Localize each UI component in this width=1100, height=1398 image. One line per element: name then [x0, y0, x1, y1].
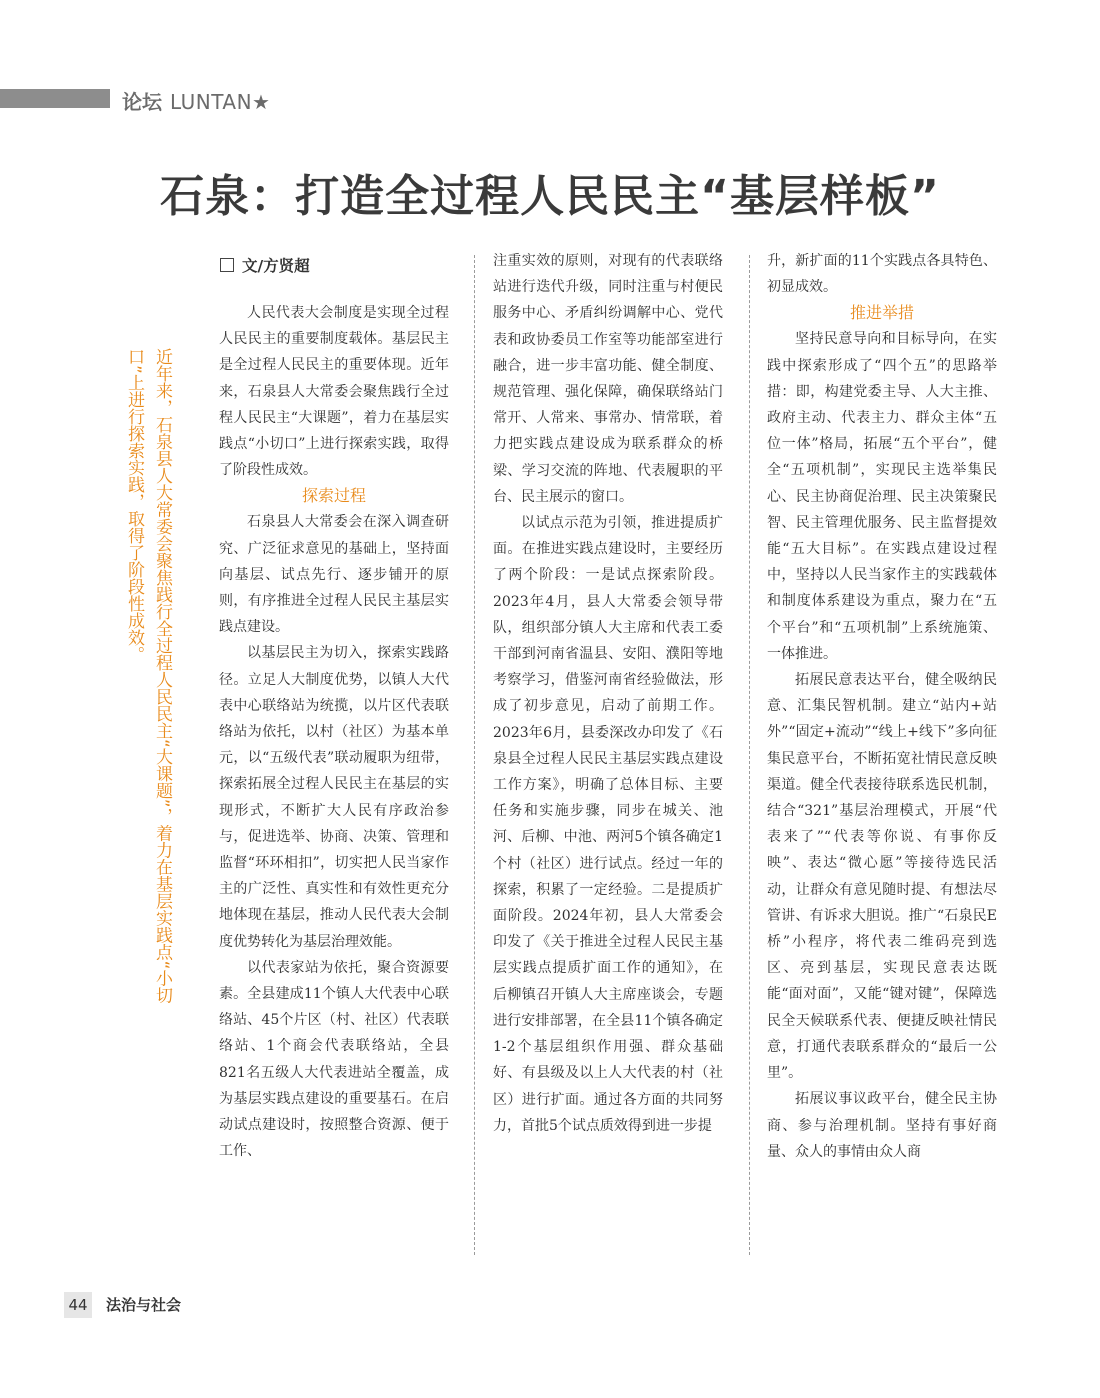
section-label-en: LUNTAN★	[170, 90, 271, 114]
article-column-3	[767, 248, 997, 1165]
section-label	[122, 86, 270, 115]
article-column-1	[219, 300, 449, 1165]
paragraph: 升，新扩面的11个实践点各具特色、初显成效。	[767, 253, 997, 296]
paragraph: 坚持民意导向和目标导向，在实践中探索形成了“四个五”的思路举措：即，构建党委主导、人大主推、政府主动、代表主力、群众主体“五位一体”格局，拓展“五个平台”，健全“五项机制”，实现民主选举集民心、民主协商促治理、民主决策聚民智、民主管理优服务、民主监督提效能“五大目标”。在实践点建设过程中，坚持以人民当家作主的实践载体和制度体系建设为重点，聚力在“五个平台”和“五项机制”上系统施策、一体推进。	[767, 331, 997, 662]
article-column-2	[493, 248, 723, 1139]
section-label-cn: 论坛	[122, 90, 162, 114]
paragraph: 拓展民意表达平台，健全吸纳民意、汇集民智机制。建立“站内+站外”“固定+流动”“线上+线下”多向征集民意平台，不断拓宽社情民意反映渠道。健全代表接待联系选民机制，结合“321”基层治理模式，开展“代表来了”“代表等你说、有事你反映”、表达“微心愿”等接待选民活动，让群众有意见随时提、有想法尽管讲、有诉求大胆说。推广“石泉民E桥”小程序，将代表二维码亮到选区、亮到基层，实现民意表达既能“面对面”，又能“键对键”，保障选民全天候联系代表、便捷反映社情民意，打通代表联系群众的“最后一公里”。	[767, 672, 997, 1082]
paragraph: 以代表家站为依托，聚合资源要素。全县建成11个镇人大代表中心联络站、45个片区（村、社区）代表联络站、1个商会代表联络站，全县821名五级人大代表进站全覆盖，成为基层实践点建设的重要基石。在启动试点建设时，按照整合资源、便于工作、	[219, 959, 449, 1160]
column-divider	[749, 255, 750, 1255]
section-header-bar	[0, 89, 110, 108]
paragraph: 注重实效的原则，对现有的代表联络站进行迭代升级，同时注重与村便民服务中心、矛盾纠纷调解中心、党代表和政协委员工作室等功能部室进行融合，进一步丰富功能、健全制度、规范管理、强化保障，确保联络站门常开、人常来、事常办、情常联，着力把实践点建设成为联系群众的桥梁、学习交流的阵地、代表履职的平台、民主展示的窗口。	[493, 253, 723, 505]
paragraph: 拓展议事议政平台，健全民主协商、参与治理机制。坚持有事好商量、众人的事情由众人商	[767, 1091, 997, 1160]
publication-name: 法治与社会	[106, 1296, 182, 1314]
paragraph: 以试点示范为引领，推进提质扩面。在推进实践点建设时，主要经历了两个阶段：一是试点探索阶段。2023年4月，县人大常委会领导带队，组织部分镇人大主席和代表工委干部到河南省温县、安阳、濮阳等地考察学习，借鉴河南省经验做法，形成了初步意见，启动了前期工作。2023年6月，县委深改办印发了《石泉县全过程人民民主基层实践点建设工作方案》，明确了总体目标、主要任务和实施步骤，同步在城关、池河、后柳、中池、两河5个镇各确定1个村（社区）进行试点。经过一年的探索，积累了一定经验。二是提质扩面阶段。2024年初，县人大常委会印发了《关于推进全过程人民民主基层实践点提质扩面工作的通知》，在后柳镇召开镇人大主席座谈会，专题进行安排部署，在全县11个镇各确定1-2个基层组织作用强、群众基础好、有县级及以上人大代表的村（社区）进行扩面。通过各方面的共同努力，首批5个试点质效得到进一步提	[493, 515, 723, 1134]
byline-box-icon	[220, 258, 234, 272]
paragraph: 人民代表大会制度是实现全过程人民民主的重要制度载体。基层民主是全过程人民民主的重要体现。近年来，石泉县人大常委会聚焦践行全过程人民民主“大课题”，着力在基层实践点“小切口”上进行探索实践，取得了阶段性成效。	[219, 305, 449, 479]
paragraph: 以基层民主为切入，探索实践路径。立足人大制度优势，以镇人大代表中心联络站为统揽，以片区代表联络站为依托，以村（社区）为基本单元，以“五级代表”联动履职为纽带，探索拓展全过程人民民主在基层的实现形式，不断扩大人民有序政治参与，促进选举、协商、决策、管理和监督“环环相扣”，切实把人民当家作主的广泛性、真实性和有效性更充分地体现在基层，推动人民代表大会制度优势转化为基层治理效能。	[219, 645, 449, 950]
paragraph: 石泉县人大常委会在深入调查研究、广泛征求意见的基础上，坚持面向基层、试点先行、逐步铺开的原则，有序推进全过程人民民主基层实践点建设。	[219, 514, 449, 636]
subheading-exploration: 探索过程	[301, 486, 366, 506]
byline-author: 文/方贤超	[242, 257, 310, 275]
pull-quote: 近年来，石泉县人大常委会聚焦践行全过程人民民主“大课题”，着力在基层实践点“小切口”上进行探索实践，取得了阶段性成效。	[124, 348, 172, 1004]
column-divider	[474, 255, 475, 1255]
article-title: 石泉：打造全过程人民民主“基层样板”	[160, 171, 940, 222]
byline	[220, 254, 310, 276]
page-number: 44	[64, 1292, 92, 1318]
subheading-measures: 推进举措	[849, 303, 914, 323]
